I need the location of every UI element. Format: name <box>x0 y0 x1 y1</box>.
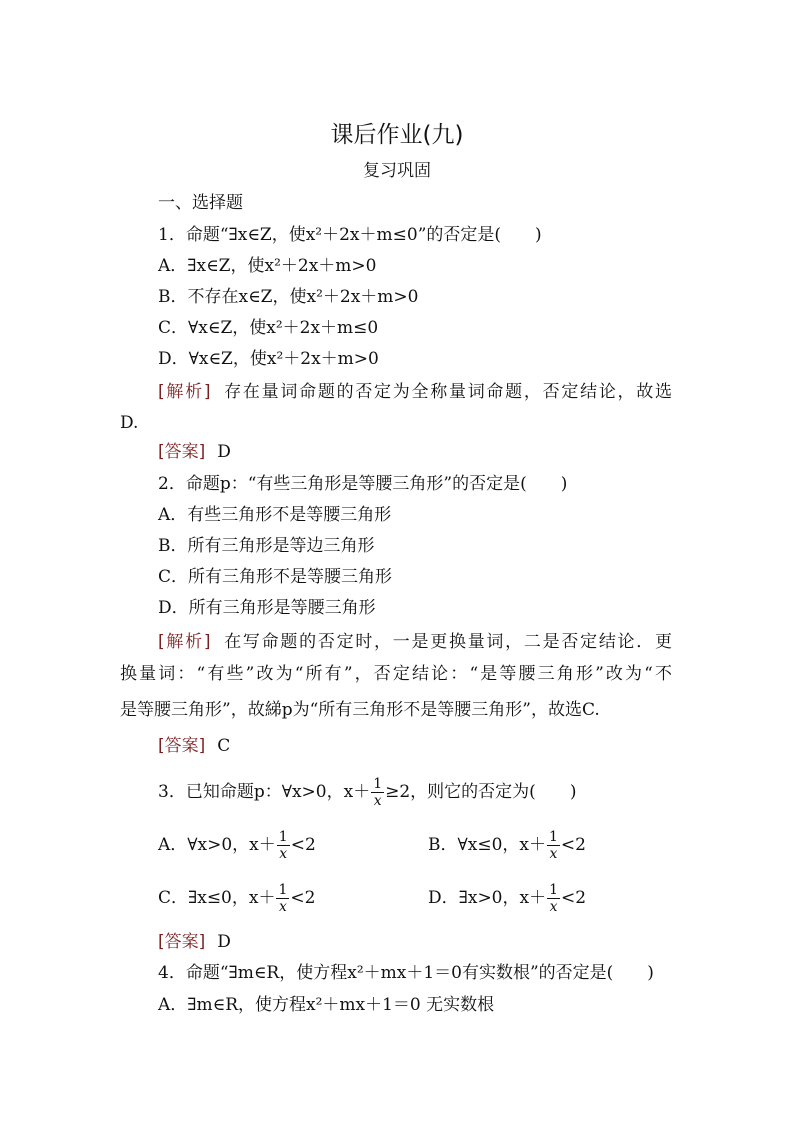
option-fraction <box>547 882 560 915</box>
option-text-end: <2 <box>290 888 316 908</box>
q2-stem: 2．命题p：“有些三角形是等腰三角形”的否定是( ) <box>158 474 568 494</box>
q2-analysis-cont-2: 是等腰三角形”，故綈p为“所有三角形不是等腰三角形”，故选C. <box>120 700 600 720</box>
option-text: B．∀x≤0，x＋ <box>428 835 546 855</box>
option-text-end: <2 <box>290 835 316 855</box>
page-title: 课后作业(九) <box>330 122 464 148</box>
fraction-denominator: x <box>279 846 288 862</box>
q3-answer <box>158 931 231 953</box>
q3-option-c <box>158 878 315 918</box>
option-fraction <box>547 829 560 862</box>
option-text-end: <2 <box>561 888 587 908</box>
q2-answer-value: C <box>217 736 231 756</box>
q1-option-a: A．∃x∈Z，使x²＋2x＋m>0 <box>158 256 377 276</box>
fraction-denominator: x <box>549 899 558 915</box>
q1-answer <box>158 441 231 463</box>
q3-stem <box>158 772 576 812</box>
option-fraction <box>277 829 290 862</box>
q2-analysis <box>158 631 672 653</box>
option-fraction <box>276 882 289 915</box>
q2-answer <box>158 735 230 757</box>
option-text: D．∃x>0，x＋ <box>428 888 547 908</box>
section-heading: 一、选择题 <box>158 193 243 213</box>
q4-option-a: A．∃m∈R，使方程x²＋mx＋1＝0 无实数根 <box>158 995 495 1015</box>
fraction-numerator: 1 <box>278 829 288 845</box>
option-text: A．∀x>0，x＋ <box>158 835 276 855</box>
q3-option-a <box>158 825 316 865</box>
q3-stem-text: 3．已知命题p：∀x>0，x＋ <box>158 782 371 802</box>
analysis-tag: [解析] <box>158 632 211 652</box>
fraction-numerator: 1 <box>278 882 288 898</box>
answer-tag: [答案] <box>158 932 206 952</box>
q1-analysis <box>158 381 672 403</box>
fraction-denominator: x <box>278 899 287 915</box>
q2-option-c: C．所有三角形不是等腰三角形 <box>158 567 393 587</box>
page-subtitle: 复习巩固 <box>363 161 431 181</box>
fraction-denominator: x <box>373 793 382 809</box>
fraction-numerator: 1 <box>373 776 383 792</box>
q1-option-d: D．∀x∈Z，使x²＋2x＋m>0 <box>158 349 379 369</box>
answer-tag: [答案] <box>158 736 206 756</box>
q1-answer-value: D <box>217 442 231 462</box>
q3-stem-text-end: ≥2，则它的否定为( ) <box>385 782 577 802</box>
answer-tag: [答案] <box>158 442 206 462</box>
q1-analysis-text: 存在量词命题的否定为全称量词命题，否定结论，故选 <box>222 382 673 402</box>
q2-option-b: B．所有三角形是等边三角形 <box>158 536 375 556</box>
q1-analysis-cont: D. <box>120 413 139 433</box>
q3-fraction <box>371 776 384 809</box>
q2-analysis-text: 在写命题的否定时，一是更换量词，二是否定结论．更 <box>222 632 673 652</box>
q2-option-a: A．有些三角形不是等腰三角形 <box>158 505 392 525</box>
q3-option-b <box>428 825 586 865</box>
fraction-denominator: x <box>549 846 558 862</box>
q1-stem: 1．命题“∃x∈Z，使x²＋2x＋m≤0”的否定是( ) <box>158 225 542 245</box>
q1-option-b: B．不存在x∈Z，使x²＋2x＋m>0 <box>158 287 419 307</box>
option-text: C．∃x≤0，x＋ <box>158 888 276 908</box>
q2-option-d: D．所有三角形是等腰三角形 <box>158 598 376 618</box>
q4-stem: 4．命题“∃m∈R，使方程x²＋mx＋1＝0有实数根”的否定是( ) <box>158 963 654 983</box>
q1-option-c: C．∀x∈Z，使x²＋2x＋m≤0 <box>158 318 379 338</box>
q3-answer-value: D <box>217 932 231 952</box>
fraction-numerator: 1 <box>549 829 558 845</box>
q3-option-d <box>428 878 586 918</box>
option-text-end: <2 <box>560 835 586 855</box>
analysis-tag: [解析] <box>158 382 211 402</box>
q2-analysis-cont-1: 换量词：“有些”改为“所有”，否定结论：“是等腰三角形”改为“不 <box>120 664 672 684</box>
fraction-numerator: 1 <box>549 882 559 898</box>
